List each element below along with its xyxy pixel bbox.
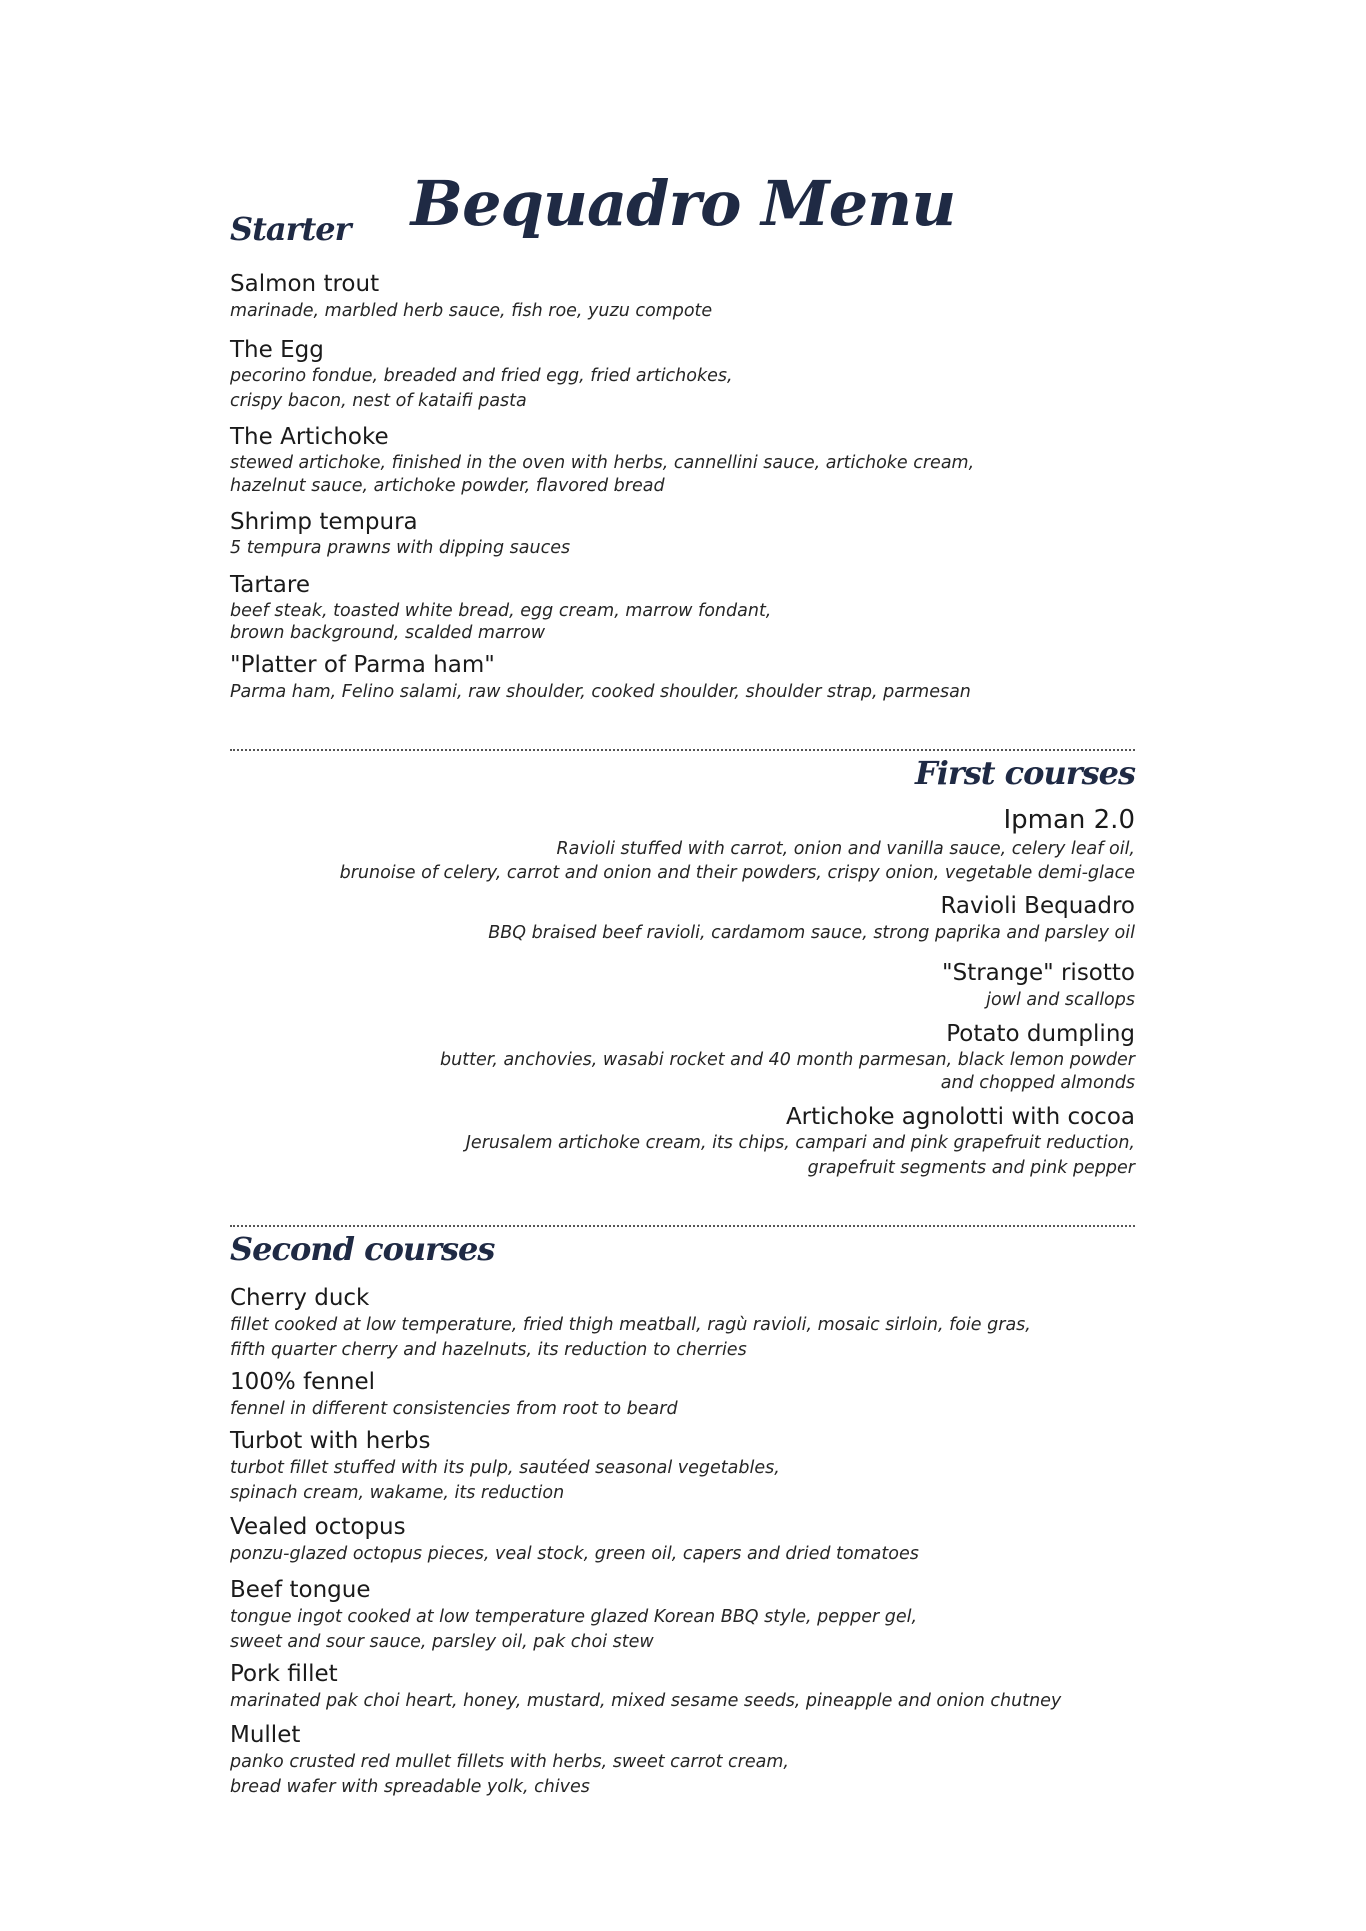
dish-name: Ravioli Bequadro bbox=[940, 892, 1135, 919]
dish-description: panko crusted red mullet fillets with herbs, sweet carrot cream, bread wafer with spreadable yolk, chives bbox=[230, 1752, 789, 1797]
dish-name: 100% fennel bbox=[230, 1369, 376, 1396]
dish-name: Pork fillet bbox=[230, 1661, 338, 1688]
dish-name: "Platter of Parma ham" bbox=[230, 652, 495, 679]
dish-item bbox=[230, 270, 1135, 323]
dish-description: ponzu-glazed octopus pieces, veal stock, green oil, capers and dried tomatoes bbox=[230, 1543, 919, 1564]
first-courses-heading: First courses bbox=[914, 754, 1135, 792]
starter-heading: Starter bbox=[230, 210, 351, 248]
dish-description: BBQ braised beef ravioli, cardamom sauce, strong paprika and parsley oil bbox=[488, 922, 1135, 943]
dish-description: tongue ingot cooked at low temperature glazed Korean BBQ style, pepper gel, sweet and sour sauce, parsley oil, pak choi stew bbox=[230, 1607, 918, 1652]
dish-item bbox=[230, 651, 1135, 704]
dish-name: Turbot with herbs bbox=[230, 1428, 431, 1455]
dish-item bbox=[230, 892, 1135, 945]
dish-description: marinated pak choi heart, honey, mustard, mixed sesame seeds, pineapple and onion chutney bbox=[230, 1690, 1062, 1711]
dish-name: Tartare bbox=[230, 571, 311, 598]
dish-item bbox=[230, 1103, 1135, 1181]
dish-name: Salmon trout bbox=[230, 271, 380, 298]
dish-name: Artichoke agnolotti with cocoa bbox=[785, 1103, 1135, 1130]
dish-name: Mullet bbox=[230, 1722, 301, 1749]
dish-description: marinade, marbled herb sauce, fish roe, yuzu compote bbox=[230, 301, 713, 322]
dish-description: Parma ham, Felino salami, raw shoulder, cooked shoulder, shoulder strap, parmesan bbox=[230, 681, 971, 702]
dish-description: jowl and scallops bbox=[986, 989, 1135, 1010]
dish-item bbox=[230, 1284, 1135, 1362]
dish-item bbox=[230, 804, 1135, 886]
dish-name: "Strange" risotto bbox=[942, 960, 1135, 987]
dish-name: The Egg bbox=[230, 336, 324, 363]
dish-name: Cherry duck bbox=[230, 1285, 370, 1312]
dish-item bbox=[230, 1020, 1135, 1094]
dish-item bbox=[230, 959, 1135, 1012]
dish-description: fillet cooked at low temperature, fried thigh meatball, ragù ravioli, mosaic sirloin, foie gras, fifth quarter cherry and hazelnuts, its reduction to cherries bbox=[230, 1315, 1031, 1360]
dish-description: Jerusalem artichoke cream, its chips, campari and pink grapefruit reduction, grapefruit segments and pink pepper bbox=[465, 1133, 1135, 1178]
dish-description: Ravioli stuffed with carrot, onion and vanilla sauce, celery leaf oil, brunoise of celery, carrot and onion and their powders, crispy onion, vegetable demi-glace bbox=[339, 838, 1135, 884]
dish-item bbox=[230, 1427, 1135, 1505]
dish-item bbox=[230, 1660, 1135, 1713]
second-courses-heading: Second courses bbox=[230, 1230, 495, 1268]
dish-name: Beef tongue bbox=[230, 1577, 371, 1604]
dish-name: Vealed octopus bbox=[230, 1514, 406, 1541]
dish-description: 5 tempura prawns with dipping sauces bbox=[230, 538, 571, 559]
dish-name: The Artichoke bbox=[230, 424, 389, 451]
second-courses-section bbox=[230, 1230, 1135, 1799]
dish-item bbox=[230, 508, 1135, 561]
dish-item bbox=[230, 336, 1135, 414]
dish-item bbox=[230, 1368, 1135, 1421]
dish-item bbox=[230, 1576, 1135, 1654]
dish-name: Potato dumpling bbox=[946, 1021, 1135, 1048]
dish-description: butter, anchovies, wasabi rocket and 40 month parmesan, black lemon powder and chopped almonds bbox=[440, 1050, 1135, 1093]
dish-item bbox=[230, 423, 1135, 497]
dish-description: fennel in different consistencies from root to beard bbox=[230, 1398, 678, 1419]
dish-description: turbot fillet stuffed with its pulp, sautéed seasonal vegetables, spinach cream, wakame, its reduction bbox=[230, 1458, 780, 1503]
starter-section bbox=[230, 210, 1135, 704]
dish-item bbox=[230, 1513, 1135, 1566]
dish-description: beef steak, toasted white bread, egg cream, marrow fondant, brown background, scalded marrow bbox=[230, 600, 772, 644]
first-courses-section bbox=[230, 754, 1135, 1180]
dish-item bbox=[230, 571, 1135, 645]
section-divider bbox=[230, 749, 1135, 751]
dish-name: Ipman 2.0 bbox=[1003, 805, 1135, 836]
dish-name: Shrimp tempura bbox=[230, 508, 418, 535]
dish-item bbox=[230, 1721, 1135, 1799]
dish-description: pecorino fondue, breaded and fried egg, fried artichokes, crispy bacon, nest of kataifi pasta bbox=[230, 366, 733, 411]
section-divider bbox=[230, 1225, 1135, 1227]
menu-title: Bequadro Menu bbox=[410, 166, 956, 240]
dish-description: stewed artichoke, finished in the oven with herbs, cannellini sauce, artichoke cream, hazelnut sauce, artichoke powder, flavored bread bbox=[230, 453, 975, 496]
